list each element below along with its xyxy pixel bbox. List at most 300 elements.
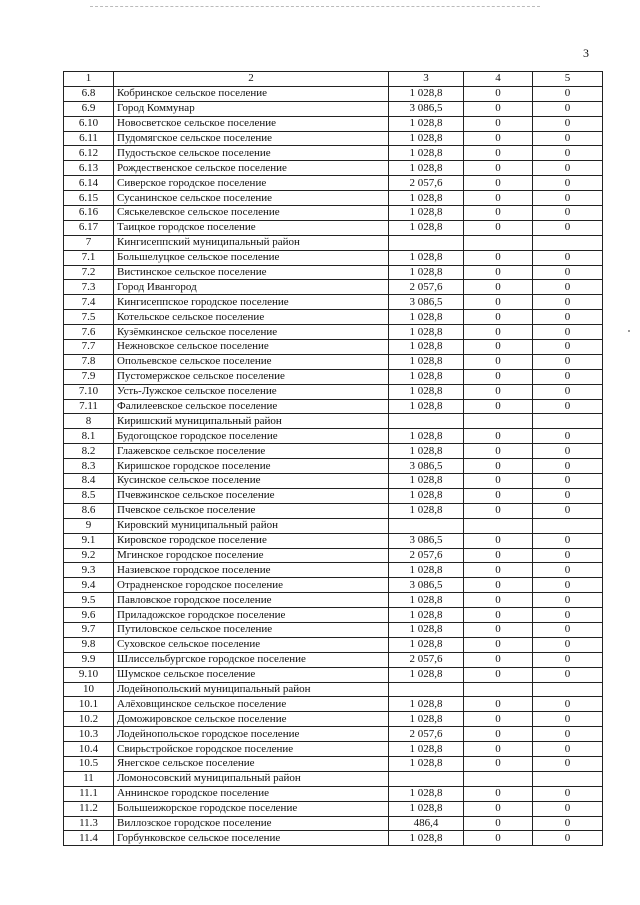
table-row <box>64 265 603 280</box>
amount-cell: 1 028,8 <box>389 369 464 384</box>
amount-cell: 1 028,8 <box>389 593 464 608</box>
column-header-1: 1 <box>64 72 114 87</box>
name-cell: Приладожское городское поселение <box>114 608 389 623</box>
name-cell: Пудомягское сельское поселение <box>114 131 389 146</box>
col5-cell: 0 <box>533 399 603 414</box>
amount-cell: 1 028,8 <box>389 801 464 816</box>
col5-cell: 0 <box>533 265 603 280</box>
col5-cell: 0 <box>533 652 603 667</box>
column-header-3: 3 <box>389 72 464 87</box>
name-cell: Доможировское сельское поселение <box>114 712 389 727</box>
row-number-cell: 11.3 <box>64 816 114 831</box>
row-number-cell: 7.11 <box>64 399 114 414</box>
table-row <box>64 191 603 206</box>
amount-cell: 1 028,8 <box>389 131 464 146</box>
amount-cell: 1 028,8 <box>389 161 464 176</box>
row-number-cell: 7.10 <box>64 384 114 399</box>
name-cell: Нежновское сельское поселение <box>114 340 389 355</box>
name-cell: Рождественское сельское поселение <box>114 161 389 176</box>
col5-cell: 0 <box>533 578 603 593</box>
name-cell: Кингисеппское городское поселение <box>114 295 389 310</box>
col4-cell: 0 <box>464 667 533 682</box>
amount-cell: 1 028,8 <box>389 637 464 652</box>
table-row <box>64 563 603 578</box>
name-cell: Вистинское сельское поселение <box>114 265 389 280</box>
amount-cell: 2 057,6 <box>389 548 464 563</box>
row-number-cell: 6.8 <box>64 86 114 101</box>
row-number-cell: 8.5 <box>64 488 114 503</box>
amount-cell: 1 028,8 <box>389 206 464 221</box>
table-row <box>64 131 603 146</box>
col4-cell: 0 <box>464 265 533 280</box>
col4-cell: 0 <box>464 206 533 221</box>
row-number-cell: 7.4 <box>64 295 114 310</box>
row-number-cell: 10.3 <box>64 727 114 742</box>
row-number-cell: 11 <box>64 771 114 786</box>
row-number-cell: 11.4 <box>64 831 114 846</box>
name-cell: Котельское сельское поселение <box>114 310 389 325</box>
col4-cell: 0 <box>464 503 533 518</box>
col5-cell: 0 <box>533 369 603 384</box>
row-number-cell: 6.10 <box>64 116 114 131</box>
row-number-cell: 9.6 <box>64 608 114 623</box>
name-cell: Свирьстройское городское поселение <box>114 742 389 757</box>
table-row <box>64 325 603 340</box>
col4-cell: 0 <box>464 712 533 727</box>
table-row <box>64 116 603 131</box>
amount-cell <box>389 771 464 786</box>
name-cell: Шумское сельское поселение <box>114 667 389 682</box>
col4-cell: 0 <box>464 488 533 503</box>
col4-cell: 0 <box>464 831 533 846</box>
row-number-cell: 6.16 <box>64 206 114 221</box>
col5-cell: 0 <box>533 384 603 399</box>
table-row <box>64 280 603 295</box>
col4-cell: 0 <box>464 310 533 325</box>
amount-cell: 1 028,8 <box>389 742 464 757</box>
col5-cell: 0 <box>533 146 603 161</box>
col5-cell <box>533 682 603 697</box>
col5-cell: 0 <box>533 593 603 608</box>
col4-cell: 0 <box>464 816 533 831</box>
amount-cell: 1 028,8 <box>389 265 464 280</box>
row-number-cell: 8 <box>64 414 114 429</box>
row-number-cell: 11.2 <box>64 801 114 816</box>
col4-cell: 0 <box>464 176 533 191</box>
row-number-cell: 6.14 <box>64 176 114 191</box>
col5-cell: 0 <box>533 295 603 310</box>
name-cell: Пудостьское сельское поселение <box>114 146 389 161</box>
col5-cell: 0 <box>533 354 603 369</box>
name-cell: Пчевское сельское поселение <box>114 503 389 518</box>
table-row <box>64 667 603 682</box>
table-row <box>64 384 603 399</box>
name-cell: Кобринское сельское поселение <box>114 86 389 101</box>
col5-cell: 0 <box>533 756 603 771</box>
col4-cell: 0 <box>464 697 533 712</box>
col4-cell: 0 <box>464 280 533 295</box>
table-row <box>64 176 603 191</box>
row-number-cell: 9.7 <box>64 622 114 637</box>
amount-cell: 1 028,8 <box>389 399 464 414</box>
col5-cell: 0 <box>533 563 603 578</box>
col5-cell: 0 <box>533 816 603 831</box>
row-number-cell: 8.6 <box>64 503 114 518</box>
row-number-cell: 9.5 <box>64 593 114 608</box>
name-cell: Кингисеппский муниципальный район <box>114 235 389 250</box>
name-cell: Пустомержское сельское поселение <box>114 369 389 384</box>
table-row <box>64 608 603 623</box>
amount-cell: 3 086,5 <box>389 459 464 474</box>
name-cell: Кусинское сельское поселение <box>114 474 389 489</box>
col5-cell: 0 <box>533 459 603 474</box>
col4-cell: 0 <box>464 429 533 444</box>
row-number-cell: 8.2 <box>64 444 114 459</box>
table-row <box>64 533 603 548</box>
row-number-cell: 10.1 <box>64 697 114 712</box>
amount-cell: 1 028,8 <box>389 340 464 355</box>
col5-cell: 0 <box>533 250 603 265</box>
col5-cell: 0 <box>533 831 603 846</box>
row-number-cell: 7.1 <box>64 250 114 265</box>
row-number-cell: 7 <box>64 235 114 250</box>
table-row <box>64 816 603 831</box>
table-row <box>64 399 603 414</box>
row-number-cell: 6.15 <box>64 191 114 206</box>
col5-cell: 0 <box>533 116 603 131</box>
table-row <box>64 295 603 310</box>
name-cell: Путиловское сельское поселение <box>114 622 389 637</box>
name-cell: Аннинское городское поселение <box>114 786 389 801</box>
col5-cell: 0 <box>533 697 603 712</box>
amount-cell: 1 028,8 <box>389 697 464 712</box>
name-cell: Сусанинское сельское поселение <box>114 191 389 206</box>
amount-cell: 3 086,5 <box>389 533 464 548</box>
table-row <box>64 518 603 533</box>
row-number-cell: 6.17 <box>64 220 114 235</box>
col5-cell: 0 <box>533 503 603 518</box>
col4-cell <box>464 771 533 786</box>
name-cell: Алёховщинское сельское поселение <box>114 697 389 712</box>
col5-cell: 0 <box>533 325 603 340</box>
col4-cell: 0 <box>464 250 533 265</box>
row-number-cell: 10 <box>64 682 114 697</box>
row-number-cell: 9.4 <box>64 578 114 593</box>
name-cell: Кировское городское поселение <box>114 533 389 548</box>
col5-cell: 0 <box>533 444 603 459</box>
col5-cell: 0 <box>533 310 603 325</box>
amount-cell: 1 028,8 <box>389 86 464 101</box>
amount-cell: 1 028,8 <box>389 310 464 325</box>
col4-cell: 0 <box>464 444 533 459</box>
col5-cell: 0 <box>533 176 603 191</box>
name-cell: Лодейнопольский муниципальный район <box>114 682 389 697</box>
table-row <box>64 414 603 429</box>
col5-cell <box>533 771 603 786</box>
table-row <box>64 771 603 786</box>
row-number-cell: 10.5 <box>64 756 114 771</box>
name-cell: Сиверское городское поселение <box>114 176 389 191</box>
col4-cell: 0 <box>464 593 533 608</box>
row-number-cell: 9.9 <box>64 652 114 667</box>
col5-cell <box>533 518 603 533</box>
col5-cell: 0 <box>533 637 603 652</box>
col4-cell: 0 <box>464 533 533 548</box>
name-cell: Отрадненское городское поселение <box>114 578 389 593</box>
col4-cell: 0 <box>464 146 533 161</box>
amount-cell: 1 028,8 <box>389 220 464 235</box>
name-cell: Назиевское городское поселение <box>114 563 389 578</box>
name-cell: Мгинское городское поселение <box>114 548 389 563</box>
name-cell: Лодейнопольское городское поселение <box>114 727 389 742</box>
table-row <box>64 786 603 801</box>
row-number-cell: 10.4 <box>64 742 114 757</box>
col5-cell: 0 <box>533 340 603 355</box>
amount-cell: 1 028,8 <box>389 756 464 771</box>
amount-cell: 1 028,8 <box>389 712 464 727</box>
name-cell: Пчевжинское сельское поселение <box>114 488 389 503</box>
col5-cell: 0 <box>533 161 603 176</box>
row-number-cell: 6.12 <box>64 146 114 161</box>
table-row <box>64 354 603 369</box>
name-cell: Шлиссельбургское городское поселение <box>114 652 389 667</box>
col5-cell: 0 <box>533 220 603 235</box>
name-cell: Глажевское сельское поселение <box>114 444 389 459</box>
amount-cell: 1 028,8 <box>389 563 464 578</box>
name-cell: Суховское сельское поселение <box>114 637 389 652</box>
table-row <box>64 220 603 235</box>
col5-cell: 0 <box>533 206 603 221</box>
table-row <box>64 429 603 444</box>
col4-cell: 0 <box>464 622 533 637</box>
data-table <box>63 71 603 846</box>
row-number-cell: 7.2 <box>64 265 114 280</box>
col4-cell: 0 <box>464 86 533 101</box>
col4-cell: 0 <box>464 161 533 176</box>
name-cell: Фалилеевское сельское поселение <box>114 399 389 414</box>
col4-cell: 0 <box>464 101 533 116</box>
table-row <box>64 712 603 727</box>
name-cell: Опольевское сельское поселение <box>114 354 389 369</box>
col4-cell: 0 <box>464 384 533 399</box>
table-row <box>64 86 603 101</box>
table-row <box>64 235 603 250</box>
col5-cell: 0 <box>533 429 603 444</box>
amount-cell: 1 028,8 <box>389 608 464 623</box>
amount-cell: 1 028,8 <box>389 354 464 369</box>
row-number-cell: 9.8 <box>64 637 114 652</box>
table-row <box>64 593 603 608</box>
col4-cell: 0 <box>464 295 533 310</box>
row-number-cell: 7.8 <box>64 354 114 369</box>
col5-cell: 0 <box>533 533 603 548</box>
col5-cell: 0 <box>533 742 603 757</box>
col4-cell: 0 <box>464 548 533 563</box>
row-number-cell: 6.13 <box>64 161 114 176</box>
row-number-cell: 9 <box>64 518 114 533</box>
scan-speck <box>628 330 630 332</box>
col4-cell: 0 <box>464 801 533 816</box>
amount-cell: 1 028,8 <box>389 429 464 444</box>
col5-cell <box>533 414 603 429</box>
col5-cell: 0 <box>533 548 603 563</box>
row-number-cell: 7.5 <box>64 310 114 325</box>
amount-cell: 1 028,8 <box>389 667 464 682</box>
table-row <box>64 578 603 593</box>
col4-cell: 0 <box>464 652 533 667</box>
table-row <box>64 369 603 384</box>
name-cell: Кузёмкинское сельское поселение <box>114 325 389 340</box>
table-row <box>64 146 603 161</box>
col5-cell: 0 <box>533 712 603 727</box>
table-row <box>64 652 603 667</box>
name-cell: Киришский муниципальный район <box>114 414 389 429</box>
row-number-cell: 11.1 <box>64 786 114 801</box>
col5-cell: 0 <box>533 608 603 623</box>
col5-cell: 0 <box>533 786 603 801</box>
table-row <box>64 474 603 489</box>
table-row <box>64 727 603 742</box>
col5-cell <box>533 235 603 250</box>
name-cell: Киришское городское поселение <box>114 459 389 474</box>
name-cell: Янегское сельское поселение <box>114 756 389 771</box>
amount-cell: 3 086,5 <box>389 101 464 116</box>
col5-cell: 0 <box>533 86 603 101</box>
row-number-cell: 7.7 <box>64 340 114 355</box>
column-header-2: 2 <box>114 72 389 87</box>
col5-cell: 0 <box>533 131 603 146</box>
table-row <box>64 206 603 221</box>
col4-cell: 0 <box>464 191 533 206</box>
name-cell: Большелуцкое сельское поселение <box>114 250 389 265</box>
col4-cell: 0 <box>464 131 533 146</box>
name-cell: Павловское городское поселение <box>114 593 389 608</box>
name-cell: Город Ивангород <box>114 280 389 295</box>
table-row <box>64 444 603 459</box>
row-number-cell: 7.3 <box>64 280 114 295</box>
name-cell: Кировский муниципальный район <box>114 518 389 533</box>
row-number-cell: 9.3 <box>64 563 114 578</box>
amount-cell <box>389 518 464 533</box>
table-row <box>64 548 603 563</box>
amount-cell: 1 028,8 <box>389 384 464 399</box>
col4-cell: 0 <box>464 459 533 474</box>
amount-cell: 2 057,6 <box>389 652 464 667</box>
row-number-cell: 6.9 <box>64 101 114 116</box>
top-scan-rule <box>90 6 540 7</box>
amount-cell: 1 028,8 <box>389 622 464 637</box>
row-number-cell: 8.4 <box>64 474 114 489</box>
amount-cell: 1 028,8 <box>389 191 464 206</box>
col4-cell: 0 <box>464 340 533 355</box>
col5-cell: 0 <box>533 727 603 742</box>
col5-cell: 0 <box>533 474 603 489</box>
row-number-cell: 7.6 <box>64 325 114 340</box>
table-row <box>64 831 603 846</box>
col4-cell: 0 <box>464 563 533 578</box>
amount-cell: 1 028,8 <box>389 146 464 161</box>
amount-cell: 1 028,8 <box>389 325 464 340</box>
row-number-cell: 9.10 <box>64 667 114 682</box>
amount-cell: 1 028,8 <box>389 250 464 265</box>
amount-cell: 3 086,5 <box>389 295 464 310</box>
col5-cell: 0 <box>533 801 603 816</box>
row-number-cell: 6.11 <box>64 131 114 146</box>
amount-cell: 3 086,5 <box>389 578 464 593</box>
name-cell: Ломоносовский муниципальный район <box>114 771 389 786</box>
name-cell: Сяськелевское сельское поселение <box>114 206 389 221</box>
col4-cell <box>464 235 533 250</box>
row-number-cell: 8.3 <box>64 459 114 474</box>
name-cell: Усть-Лужское сельское поселение <box>114 384 389 399</box>
col4-cell: 0 <box>464 220 533 235</box>
amount-cell: 2 057,6 <box>389 727 464 742</box>
col4-cell: 0 <box>464 578 533 593</box>
amount-cell <box>389 235 464 250</box>
col5-cell: 0 <box>533 488 603 503</box>
amount-cell <box>389 682 464 697</box>
col5-cell: 0 <box>533 622 603 637</box>
table-row <box>64 101 603 116</box>
name-cell: Горбунковское сельское поселение <box>114 831 389 846</box>
column-header-5: 5 <box>533 72 603 87</box>
col4-cell: 0 <box>464 756 533 771</box>
col4-cell <box>464 414 533 429</box>
table-row <box>64 161 603 176</box>
amount-cell: 1 028,8 <box>389 488 464 503</box>
table-row <box>64 310 603 325</box>
table-row <box>64 682 603 697</box>
row-number-cell: 9.2 <box>64 548 114 563</box>
col4-cell: 0 <box>464 399 533 414</box>
table-row <box>64 503 603 518</box>
col4-cell: 0 <box>464 637 533 652</box>
table-row <box>64 756 603 771</box>
row-number-cell: 10.2 <box>64 712 114 727</box>
col4-cell: 0 <box>464 369 533 384</box>
name-cell: Будогощское городское поселение <box>114 429 389 444</box>
amount-cell: 1 028,8 <box>389 444 464 459</box>
table-row <box>64 622 603 637</box>
col4-cell: 0 <box>464 608 533 623</box>
col5-cell: 0 <box>533 101 603 116</box>
name-cell: Новосветское сельское поселение <box>114 116 389 131</box>
col4-cell: 0 <box>464 727 533 742</box>
amount-cell: 1 028,8 <box>389 116 464 131</box>
row-number-cell: 8.1 <box>64 429 114 444</box>
amount-cell: 1 028,8 <box>389 474 464 489</box>
name-cell: Таицкое городское поселение <box>114 220 389 235</box>
name-cell: Большеижорское городское поселение <box>114 801 389 816</box>
name-cell: Город Коммунар <box>114 101 389 116</box>
table-row <box>64 801 603 816</box>
col4-cell: 0 <box>464 325 533 340</box>
amount-cell: 1 028,8 <box>389 786 464 801</box>
amount-cell: 2 057,6 <box>389 280 464 295</box>
col4-cell: 0 <box>464 742 533 757</box>
table-row <box>64 459 603 474</box>
col4-cell: 0 <box>464 354 533 369</box>
amount-cell: 1 028,8 <box>389 503 464 518</box>
amount-cell: 1 028,8 <box>389 831 464 846</box>
amount-cell: 2 057,6 <box>389 176 464 191</box>
col4-cell <box>464 518 533 533</box>
col5-cell: 0 <box>533 280 603 295</box>
table-row <box>64 340 603 355</box>
col4-cell <box>464 682 533 697</box>
col5-cell: 0 <box>533 667 603 682</box>
name-cell: Виллозское городское поселение <box>114 816 389 831</box>
